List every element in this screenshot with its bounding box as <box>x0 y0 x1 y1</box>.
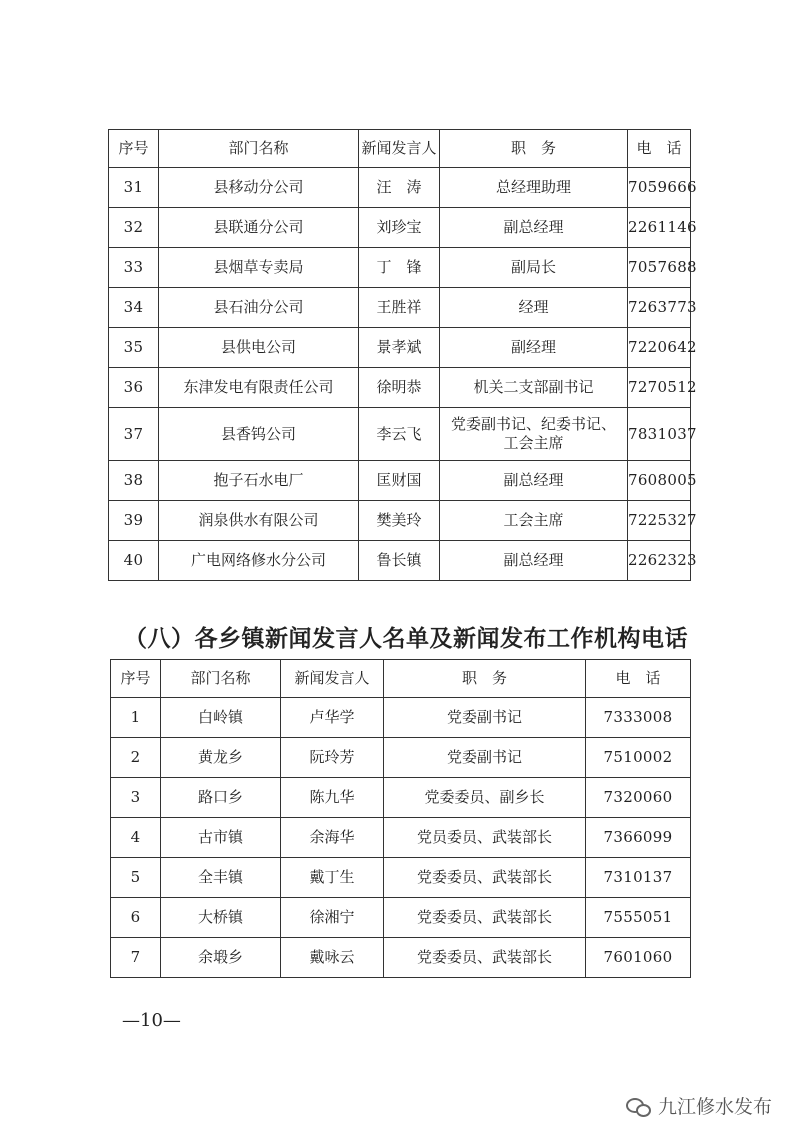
cell-title: 党委委员、武装部长 <box>384 938 586 978</box>
cell-dept: 县联通分公司 <box>159 208 359 248</box>
header-spokesperson: 新闻发言人 <box>359 130 440 168</box>
table-header-row <box>109 130 691 168</box>
cell-phone: 7555051 <box>586 898 691 938</box>
table-row <box>109 208 691 248</box>
header-spokesperson: 新闻发言人 <box>281 660 384 698</box>
cell-dept: 润泉供水有限公司 <box>159 501 359 541</box>
cell-no: 2 <box>111 738 161 778</box>
cell-phone: 7225327 <box>628 501 691 541</box>
cell-name: 余海华 <box>281 818 384 858</box>
table-row <box>111 938 691 978</box>
cell-name: 卢华学 <box>281 698 384 738</box>
cell-title: 党委副书记、纪委书记、工会主席 <box>440 408 628 461</box>
cell-dept: 路口乡 <box>161 778 281 818</box>
cell-phone: 7263773 <box>628 288 691 328</box>
cell-title: 总经理助理 <box>440 168 628 208</box>
cell-phone: 2261146 <box>628 208 691 248</box>
cell-dept: 东津发电有限责任公司 <box>159 368 359 408</box>
cell-dept: 大桥镇 <box>161 898 281 938</box>
table-row <box>111 858 691 898</box>
cell-no: 3 <box>111 778 161 818</box>
cell-name: 王胜祥 <box>359 288 440 328</box>
cell-title: 副总经理 <box>440 208 628 248</box>
header-dept: 部门名称 <box>161 660 281 698</box>
watermark <box>626 1092 772 1119</box>
header-no: 序号 <box>111 660 161 698</box>
cell-name: 景孝斌 <box>359 328 440 368</box>
cell-phone: 7831037 <box>628 408 691 461</box>
cell-no: 37 <box>109 408 159 461</box>
cell-no: 38 <box>109 461 159 501</box>
cell-dept: 县石油分公司 <box>159 288 359 328</box>
cell-name: 鲁长镇 <box>359 541 440 581</box>
cell-no: 1 <box>111 698 161 738</box>
cell-title: 机关二支部副书记 <box>440 368 628 408</box>
table-row <box>109 408 691 461</box>
cell-title: 党委委员、武装部长 <box>384 858 586 898</box>
cell-title: 党委委员、副乡长 <box>384 778 586 818</box>
cell-dept: 县供电公司 <box>159 328 359 368</box>
cell-name: 刘珍宝 <box>359 208 440 248</box>
cell-dept: 广电网络修水分公司 <box>159 541 359 581</box>
table-row <box>111 738 691 778</box>
cell-name: 徐明恭 <box>359 368 440 408</box>
cell-name: 汪 涛 <box>359 168 440 208</box>
cell-name: 徐湘宁 <box>281 898 384 938</box>
cell-no: 7 <box>111 938 161 978</box>
cell-title: 党员委员、武装部长 <box>384 818 586 858</box>
cell-phone: 2262323 <box>628 541 691 581</box>
header-title: 职 务 <box>440 130 628 168</box>
cell-dept: 抱子石水电厂 <box>159 461 359 501</box>
cell-phone: 7057688 <box>628 248 691 288</box>
cell-no: 39 <box>109 501 159 541</box>
cell-no: 40 <box>109 541 159 581</box>
cell-dept: 县移动分公司 <box>159 168 359 208</box>
cell-phone: 7320060 <box>586 778 691 818</box>
cell-phone: 7510002 <box>586 738 691 778</box>
cell-title: 副总经理 <box>440 541 628 581</box>
header-title: 职 务 <box>384 660 586 698</box>
cell-title: 副经理 <box>440 328 628 368</box>
cell-phone: 7333008 <box>586 698 691 738</box>
cell-dept: 黄龙乡 <box>161 738 281 778</box>
wechat-icon <box>626 1096 652 1116</box>
cell-no: 36 <box>109 368 159 408</box>
cell-no: 5 <box>111 858 161 898</box>
cell-no: 4 <box>111 818 161 858</box>
table-row <box>109 501 691 541</box>
table-row <box>109 541 691 581</box>
cell-name: 陈九华 <box>281 778 384 818</box>
cell-phone: 7059666 <box>628 168 691 208</box>
cell-title: 党委副书记 <box>384 738 586 778</box>
cell-dept: 白岭镇 <box>161 698 281 738</box>
table-row <box>111 698 691 738</box>
header-no: 序号 <box>109 130 159 168</box>
cell-dept: 县香钨公司 <box>159 408 359 461</box>
header-phone: 电 话 <box>586 660 691 698</box>
header-dept: 部门名称 <box>159 130 359 168</box>
header-phone: 电 话 <box>628 130 691 168</box>
cell-name: 阮玲芳 <box>281 738 384 778</box>
cell-phone: 7310137 <box>586 858 691 898</box>
cell-phone: 7366099 <box>586 818 691 858</box>
table-row <box>111 898 691 938</box>
table-row <box>109 168 691 208</box>
cell-title: 党委副书记 <box>384 698 586 738</box>
table-row <box>109 248 691 288</box>
cell-name: 樊美玲 <box>359 501 440 541</box>
cell-no: 31 <box>109 168 159 208</box>
cell-title: 经理 <box>440 288 628 328</box>
page-number: —10— <box>122 1010 181 1031</box>
cell-dept: 县烟草专卖局 <box>159 248 359 288</box>
cell-name: 匡财国 <box>359 461 440 501</box>
watermark-text: 九江修水发布 <box>657 1096 772 1118</box>
cell-title: 副总经理 <box>440 461 628 501</box>
cell-name: 李云飞 <box>359 408 440 461</box>
cell-name: 戴咏云 <box>281 938 384 978</box>
cell-dept: 余塅乡 <box>161 938 281 978</box>
table-row <box>111 778 691 818</box>
table-row <box>109 328 691 368</box>
table-row <box>109 288 691 328</box>
cell-title: 副局长 <box>440 248 628 288</box>
cell-name: 戴丁生 <box>281 858 384 898</box>
table-row <box>111 818 691 858</box>
cell-title: 党委委员、武装部长 <box>384 898 586 938</box>
cell-no: 32 <box>109 208 159 248</box>
table-row <box>109 461 691 501</box>
cell-no: 33 <box>109 248 159 288</box>
cell-no: 6 <box>111 898 161 938</box>
section-title: （八）各乡镇新闻发言人名单及新闻发布工作机构电话 <box>124 626 688 652</box>
cell-dept: 古市镇 <box>161 818 281 858</box>
cell-phone: 7270512 <box>628 368 691 408</box>
cell-phone: 7601060 <box>586 938 691 978</box>
cell-no: 34 <box>109 288 159 328</box>
table-row <box>109 368 691 408</box>
cell-title: 工会主席 <box>440 501 628 541</box>
cell-name: 丁 锋 <box>359 248 440 288</box>
cell-phone: 7220642 <box>628 328 691 368</box>
cell-phone: 7608005 <box>628 461 691 501</box>
spokesperson-table-enterprises <box>108 129 697 581</box>
cell-dept: 全丰镇 <box>161 858 281 898</box>
spokesperson-table-townships <box>110 659 691 978</box>
table-header-row <box>111 660 691 698</box>
cell-no: 35 <box>109 328 159 368</box>
